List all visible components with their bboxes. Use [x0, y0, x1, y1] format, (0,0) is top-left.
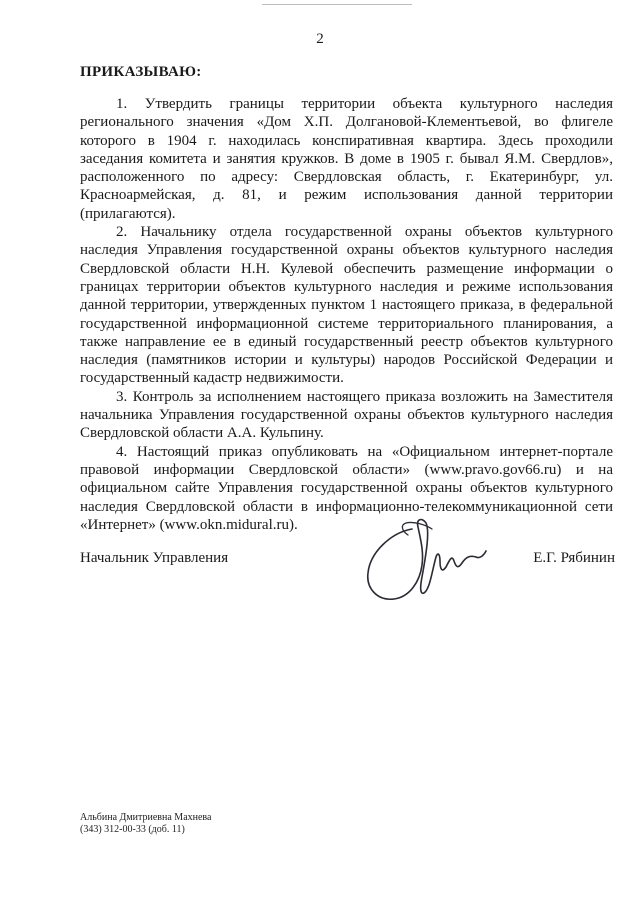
handwritten-signature [360, 515, 490, 610]
order-body [80, 95, 613, 534]
top-divider [262, 4, 412, 5]
contact-name: Альбина Дмитриевна Махнева [80, 812, 212, 823]
signature-block [80, 550, 615, 570]
order-item-3: 3. Контроль за исполнением настоящего приказа возложить на Заместителя начальника Управления государственной охраны объектов культурного наследия Свердловской области А.А. Кульпину. [80, 388, 613, 442]
signer-title: Начальник Управления [80, 550, 229, 566]
order-heading: ПРИКАЗЫВАЮ: [80, 64, 202, 80]
order-item-4: 4. Настоящий приказ опубликовать на «Официальном интернет-портале правовой информации Свердловской области» (www.pravo.gov66.ru) и на официальном сайте Управления государственной охраны объектов культурного наследия Свердловской области в информационно-телекоммуникационной сети «Интернет» (www.okn.midural.ru). [80, 443, 613, 533]
order-item-1: 1. Утвердить границы территории объекта культурного наследия регионального значения «Дом Х.П. Долгановой-Клементьевой, во флигеле которого в 1904 г. находилась конспиративная квартира. Здесь проходили заседания комитета и занятия кружков. В доме в 1905 г. бывал Я.М. Свердлов», расположенного по адресу: Свердловская область, г. Екатеринбург, ул. Красноармейская, д. 81, и режим использования данной территории (прилагаются). [80, 96, 613, 222]
signer-name: Е.Г. Рябинин [533, 550, 615, 566]
order-item-2: 2. Начальнику отдела государственной охраны объектов культурного наследия Управления государственной охраны объектов культурного наследия Свердловской области Н.Н. Кулевой обеспечить размещение информации о границах территории объектов культурного наследия и режиме использования данной территории, утвержденных пунктом 1 настоящего приказа, в федеральной государственной информационной системе территориального планирования, а также направление ее в единый государственный реестр объектов культурного наследия (памятников истории и культуры) народов Российской Федерации и государственный кадастр недвижимости. [80, 224, 613, 387]
page-number: 2 [316, 31, 324, 47]
contact-info [80, 812, 211, 836]
contact-phone: (343) 312-00-33 (доб. 11) [80, 824, 185, 835]
